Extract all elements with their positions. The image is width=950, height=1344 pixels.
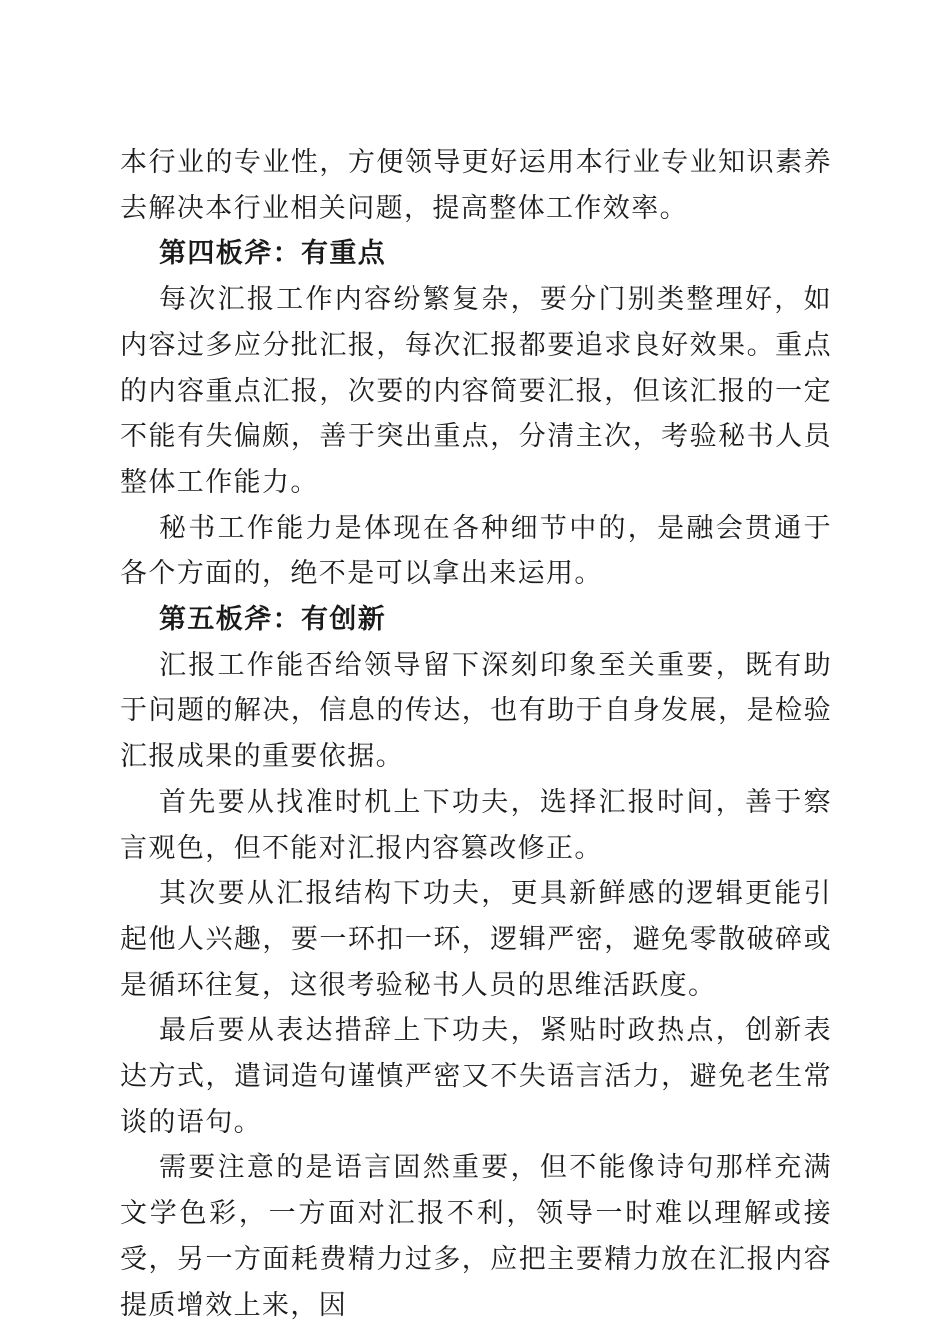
section-heading-4: 第四板斧：有重点: [159, 238, 387, 270]
paragraph-continued: 本行业的专业性，方便领导更好运用本行业专业知识素养去解决本行业相关问题，提高整体工作效率。: [120, 147, 832, 224]
paragraph: 首先要从找准时机上下功夫，选择汇报时间，善于察言观色，但不能对汇报内容篡改修正。: [120, 786, 832, 864]
document-body: [120, 140, 832, 1328]
paragraph: 需要注意的是语言固然重要，但不能像诗句那样充满文学色彩，一方面对汇报不利，领导一时难以理解或接受，另一方面耗费精力过多，应把主要精力放在汇报内容提质增效上来，因: [120, 1152, 832, 1321]
section-heading-5: 第五板斧：有创新: [159, 604, 387, 636]
paragraph: 汇报工作能否给领导留下深刻印象至关重要，既有助于问题的解决，信息的传达，也有助于自身发展，是检验汇报成果的重要依据。: [120, 649, 832, 773]
paragraph: 其次要从汇报结构下功夫，更具新鲜感的逻辑更能引起他人兴趣，要一环扣一环，逻辑严密，避免零散破碎或是循环往复，这很考验秘书人员的思维活跃度。: [120, 878, 832, 1001]
paragraph: 秘书工作能力是体现在各种细节中的，是融会贯通于各个方面的，绝不是可以拿出来运用。: [120, 512, 832, 590]
paragraph: 每次汇报工作内容纷繁复杂，要分门别类整理好，如内容过多应分批汇报，每次汇报都要追求良好效果。重点的内容重点汇报，次要的内容简要汇报，但该汇报的一定不能有失偏颇，善于突出重点，分清主次，考验秘书人员整体工作能力。: [120, 284, 832, 498]
paragraph: 最后要从表达措辞上下功夫，紧贴时政热点，创新表达方式，遣词造句谨慎严密又不失语言活力，避免老生常谈的语句。: [120, 1015, 832, 1138]
